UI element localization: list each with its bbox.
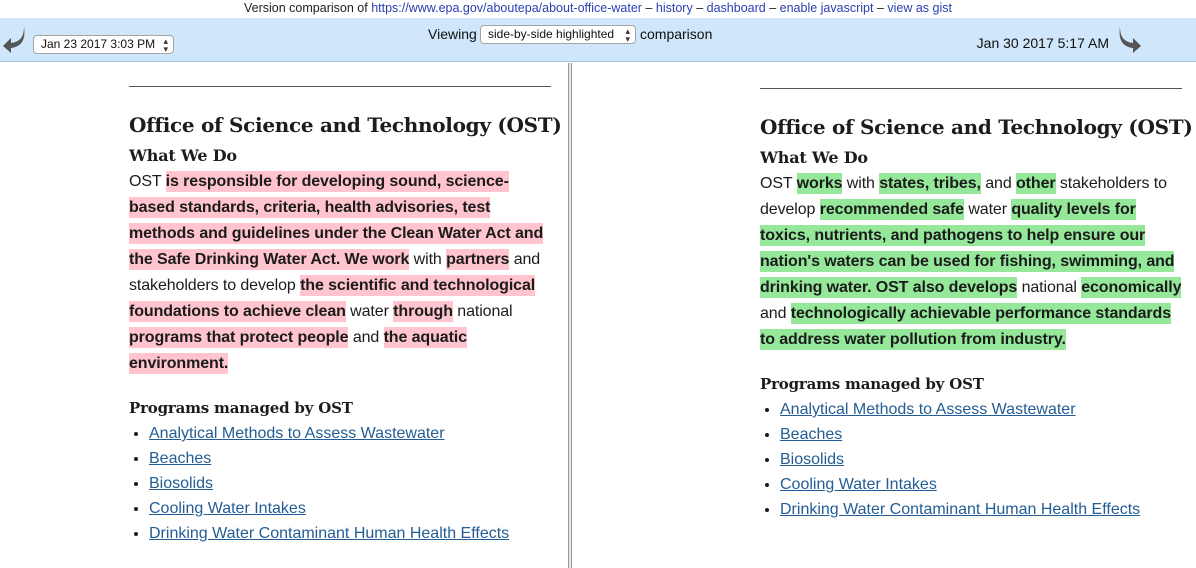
list-item xyxy=(149,446,551,471)
next-version-arrow-icon[interactable] xyxy=(1116,24,1142,54)
comparison-label: comparison xyxy=(640,26,713,42)
removed-text: is responsible for developing sound, science-based standards, criteria, health advisories, test methods and guidelines under the Clean Water Act and the Safe Drinking Water Act. We work xyxy=(129,173,544,268)
description-paragraph xyxy=(129,169,549,377)
program-link[interactable]: Analytical Methods to Assess Wastewater xyxy=(780,401,1076,418)
program-link[interactable]: Beaches xyxy=(149,450,212,467)
section-heading: What We Do xyxy=(760,148,868,167)
unchanged-text: national xyxy=(457,303,513,320)
unchanged-text: with xyxy=(846,175,875,192)
unchanged-text: OST xyxy=(129,173,162,190)
programs-list xyxy=(760,397,1182,522)
added-text: states, tribes, xyxy=(879,175,981,192)
program-link[interactable]: Biosolids xyxy=(780,451,845,468)
removed-text: through xyxy=(393,303,453,320)
select-arrows-icon: ▴ ▾ xyxy=(625,25,630,44)
program-link[interactable]: Beaches xyxy=(780,426,843,443)
unchanged-text: and xyxy=(352,329,380,346)
unchanged-text: and stakeholders to develop xyxy=(129,251,541,294)
unchanged-text: and xyxy=(760,305,787,322)
right-version-pane xyxy=(760,63,1193,522)
removed-text: the aquatic environment. xyxy=(129,329,467,372)
programs-list xyxy=(129,421,551,546)
list-item xyxy=(780,472,1182,497)
added-text: other xyxy=(1016,175,1056,192)
view-mode-select[interactable]: side-by-side highlighted ▴ ▾ xyxy=(480,25,636,44)
program-link[interactable]: Biosolids xyxy=(149,475,214,492)
added-text: economically xyxy=(1081,279,1182,296)
header-prefix: Version comparison of xyxy=(244,1,368,15)
program-link[interactable]: Cooling Water Intakes xyxy=(780,476,937,493)
comparison-toolbar xyxy=(0,18,1196,62)
dashboard-link[interactable]: dashboard xyxy=(706,1,766,15)
removed-text: the scientific and technological foundations to achieve clean xyxy=(129,277,536,320)
programs-heading: Programs managed by OST xyxy=(760,375,984,393)
list-item xyxy=(149,521,551,546)
unchanged-text: OST xyxy=(760,175,793,192)
list-item xyxy=(149,421,551,446)
programs-heading: Programs managed by OST xyxy=(129,399,353,417)
list-item xyxy=(780,397,1182,422)
list-item xyxy=(780,497,1182,522)
unchanged-text: with xyxy=(413,251,442,268)
program-link[interactable]: Drinking Water Contaminant Human Health Effects xyxy=(780,501,1141,518)
left-version-pane xyxy=(129,63,562,546)
description-paragraph xyxy=(760,171,1184,353)
left-version-select[interactable]: Jan 23 2017 3:03 PM ▴ ▾ xyxy=(33,35,174,54)
program-link[interactable]: Drinking Water Contaminant Human Health Effects xyxy=(149,525,510,542)
list-item xyxy=(149,471,551,496)
removed-text: programs that protect people xyxy=(129,329,349,346)
list-item xyxy=(780,422,1182,447)
viewing-label: Viewing xyxy=(428,26,477,42)
previous-version-arrow-icon[interactable] xyxy=(2,24,28,54)
unchanged-text: water xyxy=(350,303,389,320)
added-text: works xyxy=(796,175,843,192)
version-comparison-header: Version comparison of https://www.epa.gov/aboutepa/about-office-water – history – dashboard – enable javascript – view as gist xyxy=(0,0,1196,18)
content-divider xyxy=(129,86,551,87)
page-title: Office of Science and Technology (OST) xyxy=(760,115,1193,139)
section-heading: What We Do xyxy=(129,146,237,165)
unchanged-text: stakeholders to develop xyxy=(760,175,1167,218)
program-link[interactable]: Cooling Water Intakes xyxy=(149,500,306,517)
unchanged-text: and xyxy=(985,175,1012,192)
added-text: technologically achievable performance standards to address water pollution from industry. xyxy=(760,305,1171,348)
page-title: Office of Science and Technology (OST) xyxy=(129,113,562,137)
removed-text: partners xyxy=(446,251,510,268)
program-link[interactable]: Analytical Methods to Assess Wastewater xyxy=(149,425,445,442)
enable-javascript-link[interactable]: enable javascript xyxy=(779,1,874,15)
unchanged-text: national xyxy=(1021,279,1077,296)
right-version-date[interactable]: Jan 30 2017 5:17 AM xyxy=(976,35,1109,51)
list-item xyxy=(149,496,551,521)
view-as-gist-link[interactable]: view as gist xyxy=(887,1,952,15)
pane-divider[interactable] xyxy=(568,63,572,568)
unchanged-text: water xyxy=(968,201,1007,218)
page-url-link[interactable]: https://www.epa.gov/aboutepa/about-office-water xyxy=(371,1,642,15)
content-divider xyxy=(760,88,1182,89)
added-text: quality levels for toxics, nutrients, and pathogens to help ensure our nation's waters can be used for fishing, swimming, and drinking water. OST also develops xyxy=(760,201,1175,296)
history-link[interactable]: history xyxy=(655,1,693,15)
added-text: recommended safe xyxy=(819,201,964,218)
list-item xyxy=(780,447,1182,472)
select-arrows-icon: ▴ ▾ xyxy=(163,35,168,54)
